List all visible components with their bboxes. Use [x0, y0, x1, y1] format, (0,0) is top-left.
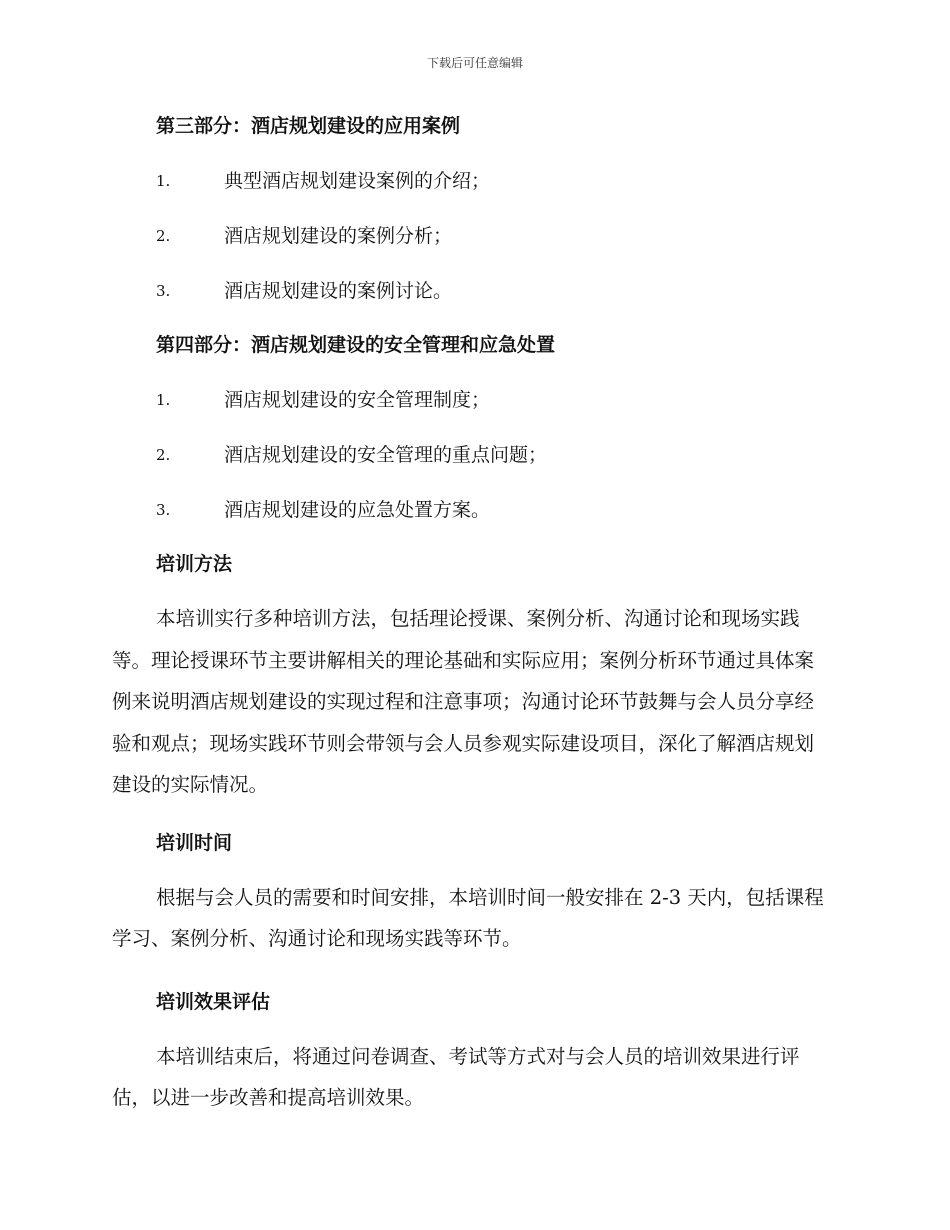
time-paragraph: 根据与会人员的需要和时间安排，本培训时间一般安排在 2-3 天内，包括课程学习、案例分析、沟通讨论和现场实践等环节。 [112, 885, 824, 950]
section3-title: 第三部分：酒店规划建设的应用案例 [156, 115, 461, 137]
list-number: 2. [156, 446, 171, 464]
list-number: 2. [156, 227, 171, 245]
list-text: 酒店规划建设的应急处置方案。 [224, 499, 491, 521]
document-body [112, 112, 832, 1119]
list-text: 酒店规划建设的案例讨论。 [224, 280, 453, 302]
list-number: 3. [156, 501, 171, 519]
list-item [112, 441, 832, 469]
evaluation-paragraph: 本培训结束后，将通过问卷调查、考试等方式对与会人员的培训效果进行评估，以进一步改善和提高培训效果。 [112, 1044, 800, 1109]
list-text: 酒店规划建设的案例分析； [224, 225, 453, 247]
methods-paragraph: 本培训实行多种培训方法，包括理论授课、案例分析、沟通讨论和现场实践等。理论授课环节主要讲解相关的理论基础和实际应用；案例分析环节通过具体案例来说明酒店规划建设的实现过程和注意事项；沟通讨论环节鼓舞与会人员分享经验和观点；现场实践环节则会带领与会人员参观实际建设项目，深化了解酒店规划建设的实际情况。 [112, 607, 815, 796]
evaluation-title: 培训效果评估 [156, 990, 271, 1013]
list-item [112, 222, 832, 250]
list-text: 酒店规划建设的安全管理的重点问题； [224, 444, 548, 466]
section4-title: 第四部分：酒店规划建设的安全管理和应急处置 [156, 334, 556, 356]
list-text: 典型酒店规划建设案例的介绍； [224, 170, 491, 192]
list-number: 1. [156, 172, 171, 190]
time-title: 培训时间 [156, 831, 233, 854]
page-header: 下载后可任意编辑 [426, 56, 523, 70]
list-item [112, 496, 832, 524]
list-item [112, 386, 832, 414]
list-number: 1. [156, 391, 171, 409]
list-number: 3. [156, 282, 171, 300]
list-item [112, 277, 832, 305]
methods-title: 培训方法 [156, 553, 233, 575]
list-text: 酒店规划建设的安全管理制度； [224, 389, 491, 411]
list-item [112, 167, 832, 195]
